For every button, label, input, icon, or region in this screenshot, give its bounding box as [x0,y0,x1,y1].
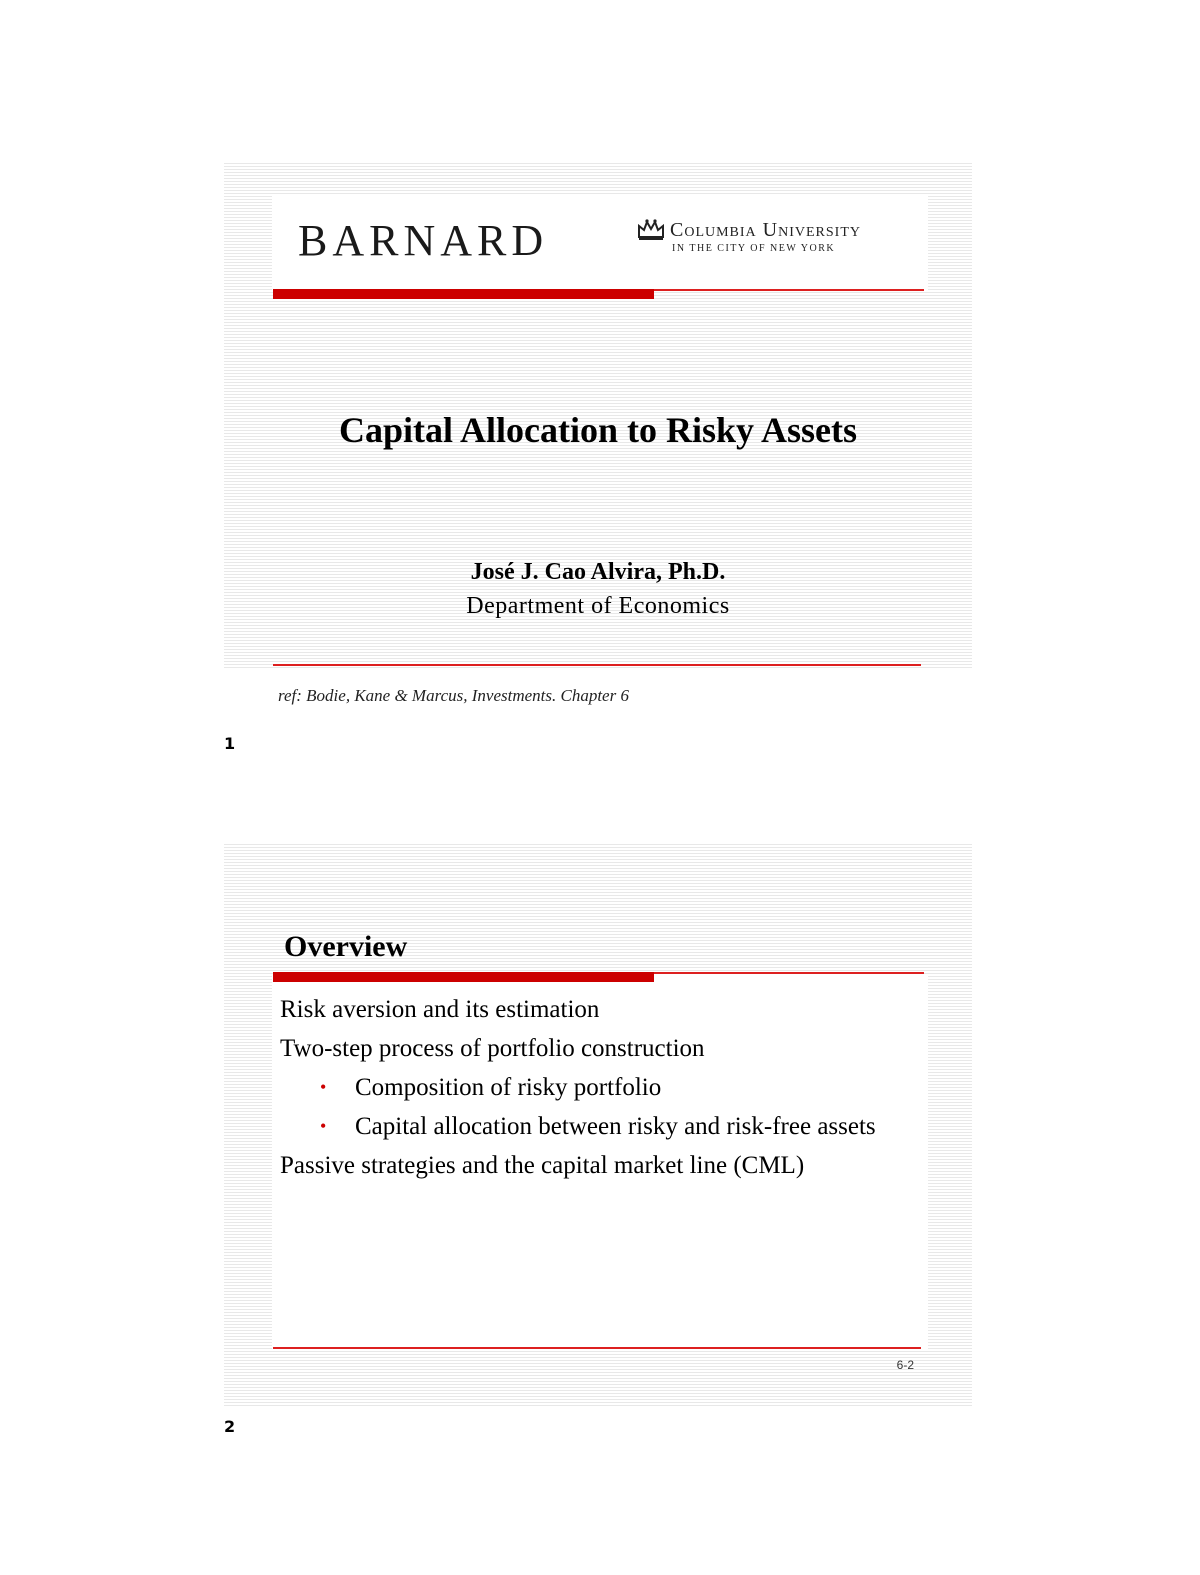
heading-rule-thin [654,972,924,974]
author-name: José J. Cao Alvira, Ph.D. [470,559,726,585]
footer-rule [273,664,921,666]
bullet-icon: • [320,1116,327,1136]
list-item-text: Capital allocation between risky and risk-free assets [355,1113,876,1140]
list-item [280,1107,960,1146]
header-rule-thick [273,289,654,299]
list-item-text: Risk aversion and its estimation [280,996,600,1023]
footer-rule [273,1347,921,1349]
columbia-subtitle: IN THE CITY OF NEW YORK [672,243,836,254]
heading-rule-thick [273,972,654,982]
list-item [280,1146,960,1185]
overview-heading: Overview [284,930,408,963]
department-name: Department of Economics [466,593,730,619]
columbia-name: Columbia University [670,219,861,241]
list-item-text: Passive strategies and the capital market line (CML) [280,1152,805,1179]
list-item [280,1068,960,1107]
list-item [280,1029,960,1068]
bullet-icon: • [320,1077,327,1097]
slide-number: 6-2 [896,1358,914,1372]
slide-overview [224,842,972,1406]
reference-note: ref: Bodie, Kane & Marcus, Investments. Chapter 6 [278,686,629,705]
header-rule-thin [654,289,924,291]
barnard-logo: BARNARD [298,216,549,265]
page-number-1: 1 [224,734,236,753]
list-item-text: Composition of risky portfolio [355,1074,662,1101]
list-item-text: Two-step process of portfolio construction [280,1035,705,1062]
page-number-2: 2 [224,1417,236,1436]
slide-title [224,161,972,669]
list-item [280,990,960,1029]
slide-title-text: Capital Allocation to Risky Assets [338,410,858,450]
overview-list [280,990,960,1185]
crown-icon [636,217,666,241]
